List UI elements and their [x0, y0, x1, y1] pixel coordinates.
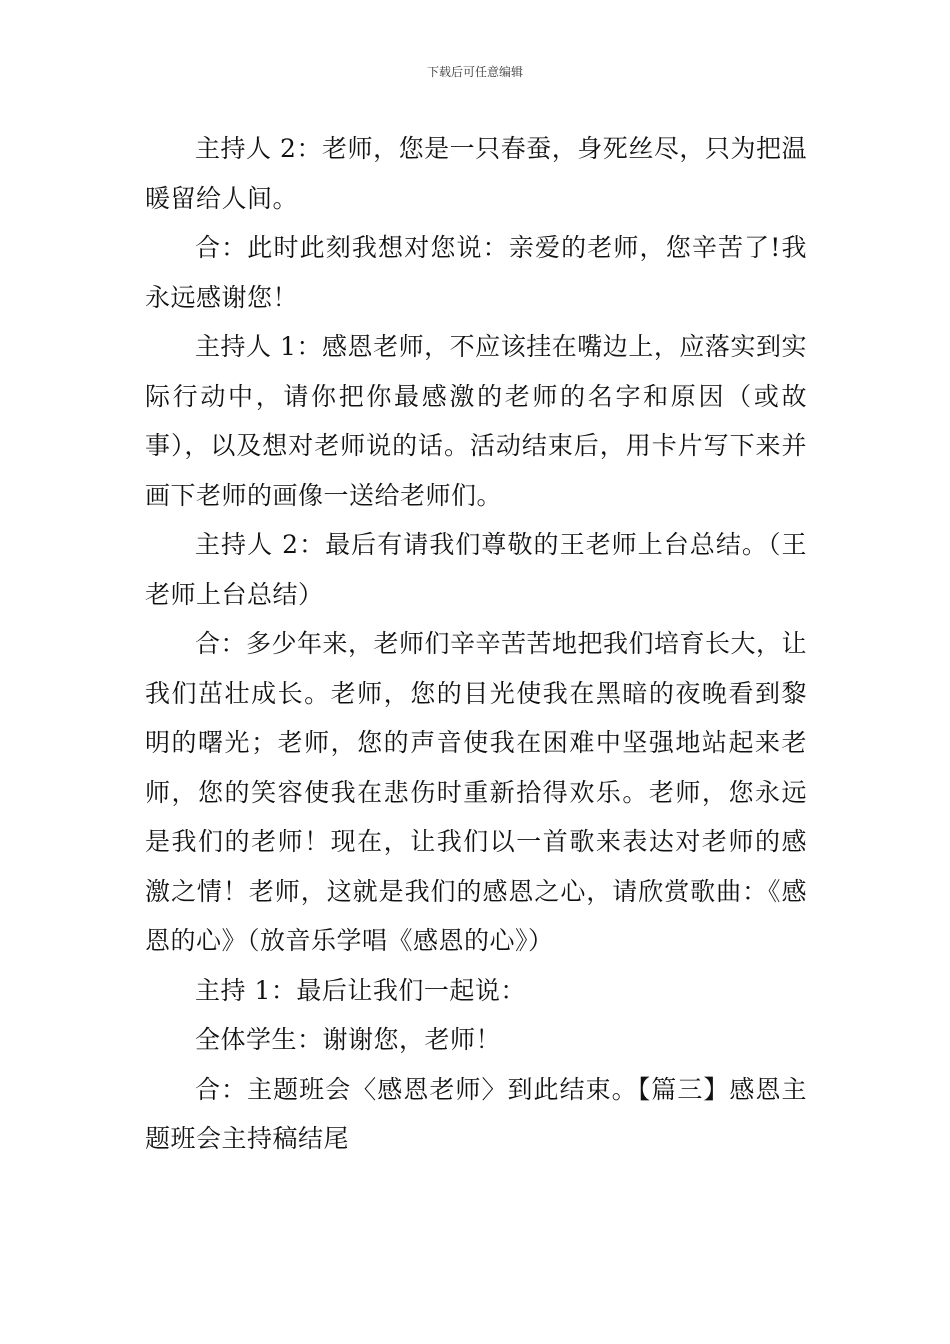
page-header: 下载后可任意编辑: [426, 65, 523, 79]
paragraph-all-students: 全体学生：谢谢您，老师！: [195, 1025, 502, 1054]
paragraph-host1-activity: 主持人 1：感恩老师，不应该挂在嘴边上，应落实到实际行动中，请你把你最感激的老师的名字和原因（或故事），以及想对老师说的话。活动结束后，用卡片写下来并画下老师的画像一送给老师们。: [145, 332, 807, 510]
paragraph-host1-final: 主持 1：最后让我们一起说：: [195, 975, 526, 1005]
paragraph-chorus-closing: 合：主题班会〈感恩老师〉到此结束。【篇三】感恩主题班会主持稿结尾: [145, 1074, 807, 1153]
paragraph-host2-opening: 主持人 2：老师，您是一只春蚕，身死丝尽，只为把温暖留给人间。: [145, 134, 807, 213]
document-body: [145, 124, 807, 1164]
paragraph-host2-summary: 主持人 2：最后有请我们尊敬的王老师上台总结。（王老师上台总结）: [145, 530, 807, 609]
paragraph-chorus-thanks: 合：此时此刻我想对您说：亲爱的老师，您辛苦了!我永远感谢您！: [145, 233, 807, 312]
paragraph-chorus-song: 合：多少年来，老师们辛辛苦苦地把我们培育长大，让我们茁壮成长。老师，您的目光使我在黑暗的夜晚看到黎明的曙光；老师，您的声音使我在困难中坚强地站起来老师，您的笑容使我在悲伤时重新拾得欢乐。老师，您永远是我们的老师！现在，让我们以一首歌来表达对老师的感激之情！老师，这就是我们的感恩之心，请欣赏歌曲：《感恩的心》（放音乐学唱《感恩的心》）: [145, 629, 808, 955]
